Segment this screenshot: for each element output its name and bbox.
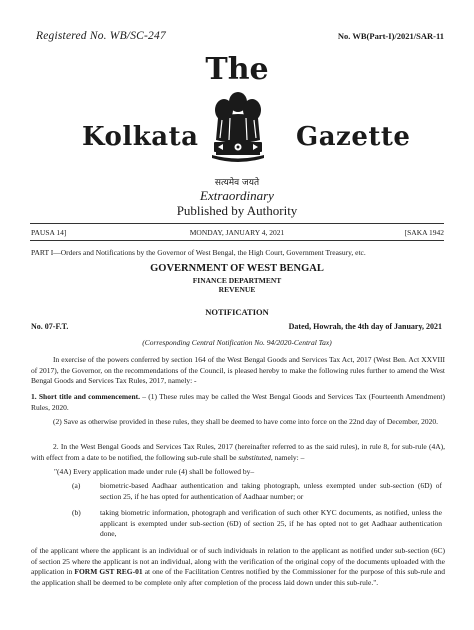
closing-tail: at one of the Facilitation Centres notified by the Commissioner for the purpose of this sub-rule and the application shall be deemed to be complete only after completion of the process laid down under this sub-rule.". <box>31 567 446 587</box>
paragraph-preamble: In exercise of the powers conferred by section 164 of the West Bengal Goods and Services Tax Act, 2017 (West Ben. Act XXVIII of 2017), the Governor, on the recommendations of the Council, is pleased hereby to make the following rules further to amend the West Bengal Goods and Services Tax Rules, 2017, namely: - <box>31 355 445 386</box>
top-rule <box>30 223 444 224</box>
emblem-motto: सत्यमेव जयते <box>214 178 260 188</box>
closing-form-name: FORM GST REG-01 <box>74 567 143 577</box>
amendment-substituted: substituted <box>238 452 271 462</box>
masthead-the: The <box>205 52 269 87</box>
meta-saka: [SAKA 1942 <box>404 228 444 237</box>
national-emblem-icon <box>204 88 272 172</box>
clause-a-text: biometric-based Aadhaar authentication and taking photograph, unless exempted under sub-section (6D) of section 25, if he has opted for authentication of Aadhaar number; or <box>100 481 442 501</box>
notification-number: No. 07-F.T. <box>31 322 69 331</box>
revenue-label: REVENUE <box>218 285 256 294</box>
notification-date: Dated, Howrah, the 4th day of January, 2021 <box>288 322 442 331</box>
notification-heading: NOTIFICATION <box>205 307 269 317</box>
published-by-authority: Published by Authority <box>176 203 298 218</box>
finance-department: FINANCE DEPARTMENT <box>192 276 282 285</box>
gazette-number: No. WB(Part-I)/2021/SAR-11 <box>337 31 444 41</box>
paragraph-amendment <box>31 442 445 463</box>
part-line: PART I—Orders and Notifications by the Governor of West Bengal, the High Court, Government Treasury, etc. <box>31 248 366 257</box>
meta-pausa: PAUSA 14] <box>31 228 67 237</box>
meta-date: MONDAY, JANUARY 4, 2021 <box>189 228 285 237</box>
sub-rule-quote: "(4A) Every application made under rule (4) shall be followed by– <box>54 467 255 476</box>
short-title-text: – (1) These rules may be called the West Bengal Goods and Services Tax (Fourteenth Amendment) Rules, 2020. <box>31 392 446 412</box>
masthead-kolkata: Kolkata <box>82 122 199 152</box>
corresponding-notification: (Corresponding Central Notification No. 94/2020-Central Tax) <box>142 338 332 347</box>
clause-b-label: (b) <box>72 508 81 517</box>
clause-b-text: taking biometric information, photograph and verification of such other KYC documents, as notified, unless the applicant is exempted under sub-section (6D) of section 25, if he has opted not to get Aadhaar authentication done, <box>100 508 442 539</box>
paragraph-closing <box>31 546 445 588</box>
amendment-text: 2. In the West Bengal Goods and Services Tax Rules, 2017 (hereinafter referred to as the said rules), in rule 8, for sub-rule (4A), with effect from a date to be notified, the following sub-rule shall be <box>31 442 445 462</box>
extraordinary-label: Extraordinary <box>200 188 274 203</box>
government-heading: GOVERNMENT OF WEST BENGAL <box>150 263 324 274</box>
clause-a-label: (a) <box>72 481 81 490</box>
amendment-tail: , namely: – <box>270 452 305 462</box>
short-title-heading: 1. Short title and commencement. <box>31 392 141 401</box>
closing-text: of the applicant where the applicant is an individual or of such individuals in relation to the applicant as notified under sub-section (6C) of section 25 where the applicant is not an individual, along with the verification of the original copy of the documents uploaded with the application in <box>31 546 445 577</box>
paragraph-short-title <box>31 392 445 413</box>
registered-number: Registered No. WB/SC-247 <box>36 30 166 42</box>
paragraph-commencement: (2) Save as otherwise provided in these rules, they shall be deemed to have come into force on the 22nd day of December, 2020. <box>53 417 438 426</box>
masthead-gazette: Gazette <box>296 122 411 152</box>
bottom-rule <box>30 240 444 241</box>
